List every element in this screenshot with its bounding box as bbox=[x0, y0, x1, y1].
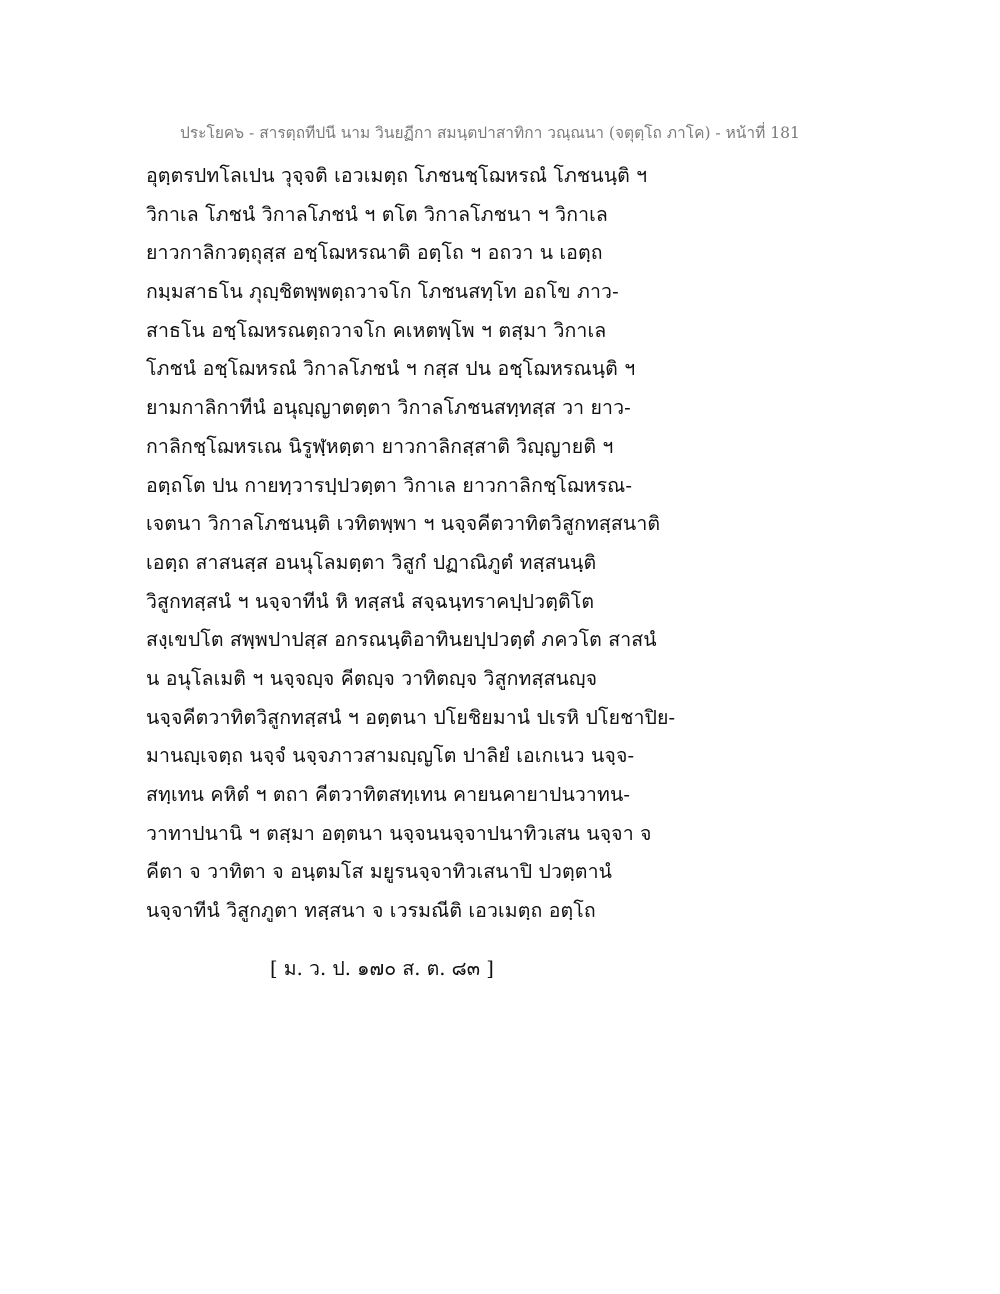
text-line: น อนุโลเมติ ฯ นจฺจญฺจ คีตญฺจ วาทิตญฺจ วิสูกทสฺสนญฺจ bbox=[146, 666, 598, 690]
text-line: อตฺถโต ปน กายทฺวารปฺปวตฺตา วิกาเล ยาวกาลิกชฺโฌหรณ- bbox=[146, 473, 633, 497]
text-line: นจฺจคีตวาทิตวิสูกทสฺสนํ ฯ อตฺตนา ปโยชิยมานํ ปเรหิ ปโยชาปิย- bbox=[146, 705, 676, 729]
body-text bbox=[146, 157, 706, 931]
text-line: กมฺมสาธโน ภุญฺชิตพฺพตฺถวาจโก โภชนสทฺโท อถโข ภาว- bbox=[146, 280, 619, 304]
text-line: นจฺจาทีนํ วิสูกภูตา ทสฺสนา จ เวรมณีติ เอวเมตฺถ อตฺโถ bbox=[146, 899, 596, 923]
text-line: ยาวกาลิกวตฺถุสฺส อชฺโฌหรณาติ อตฺโถ ฯ อถวา น เอตฺถ bbox=[146, 241, 603, 265]
text-line: เจตนา วิกาลโภชนนฺติ เวทิตพฺพา ฯ นจฺจคีตวาทิตวิสูกทสฺสนาติ bbox=[146, 512, 661, 536]
text-line: วิสูกทสฺสนํ ฯ นจฺจาทีนํ หิ ทสฺสนํ สจฺฉนฺทราคปฺปวตฺติโต bbox=[146, 589, 595, 613]
source-reference: [ ม. ว. ป. ๑๗๐ ส. ต. ๘๓ ] bbox=[270, 957, 494, 980]
text-line: กาลิกชฺโฌหรเณ นิรูฬฺหตฺตา ยาวกาลิกสฺสาติ วิญฺญายติ ฯ bbox=[146, 434, 614, 458]
text-line: วาทาปนานิ ฯ ตสฺมา อตฺตนา นจฺจนนจฺจาปนาทิวเสน นจฺจา จ bbox=[146, 821, 652, 845]
text-line: เอตฺถ สาสนสฺส อนนุโลมตฺตา วิสูกํ ปฏาณิภูตํ ทสฺสนนฺติ bbox=[146, 550, 597, 574]
text-line: สทฺเทน คหิตํ ฯ ตถา คีตวาทิตสทฺเทน คายนคายาปนวาทน- bbox=[146, 783, 631, 806]
text-line: ยามกาลิกาทีนํ อนุญฺญาตตฺตา วิกาลโภชนสทฺทสฺส วา ยาว- bbox=[146, 396, 631, 420]
text-line: สาธโน อชฺโฌหรณตฺถวาจโก คเหตพฺโพ ฯ ตสฺมา วิกาเล bbox=[146, 318, 607, 342]
text-line: คีตา จ วาทิตา จ อนฺตมโส มยูรนจฺจาทิวเสนาปิ ปวตฺตานํ bbox=[146, 860, 613, 884]
text-line: โภชนํ อชฺโฌหรณํ วิกาลโภชนํ ฯ กสฺส ปน อชฺโฌหรณนฺติ ฯ bbox=[146, 357, 636, 381]
text-line: สงฺเขปโต สพฺพปาปสฺส อกรณนฺติอาทินยปฺปวตฺตํ ภควโต สาสนํ bbox=[146, 628, 657, 652]
text-line: มานญฺเจตฺถ นจฺจํ นจฺจภาวสามญฺญโต ปาลิยํ เอเกเนว นจฺจ- bbox=[146, 744, 635, 768]
text-line: วิกาเล โภชนํ วิกาลโภชนํ ฯ ตโต วิกาลโภชนา ฯ วิกาเล bbox=[146, 202, 608, 226]
page-header: ประโยค๖ - สารตฺถทีปนี นาม วินยฏีกา สมนฺตปาสาทิกา วณฺณนา (จตุตฺโถ ภาโค) - หน้าที่ 181 bbox=[180, 124, 800, 142]
text-line: อุตฺตรปทโลเปน วุจฺจติ เอวเมตฺถ โภชนชฺโฌหรณํ โภชนนฺติ ฯ bbox=[146, 164, 648, 187]
